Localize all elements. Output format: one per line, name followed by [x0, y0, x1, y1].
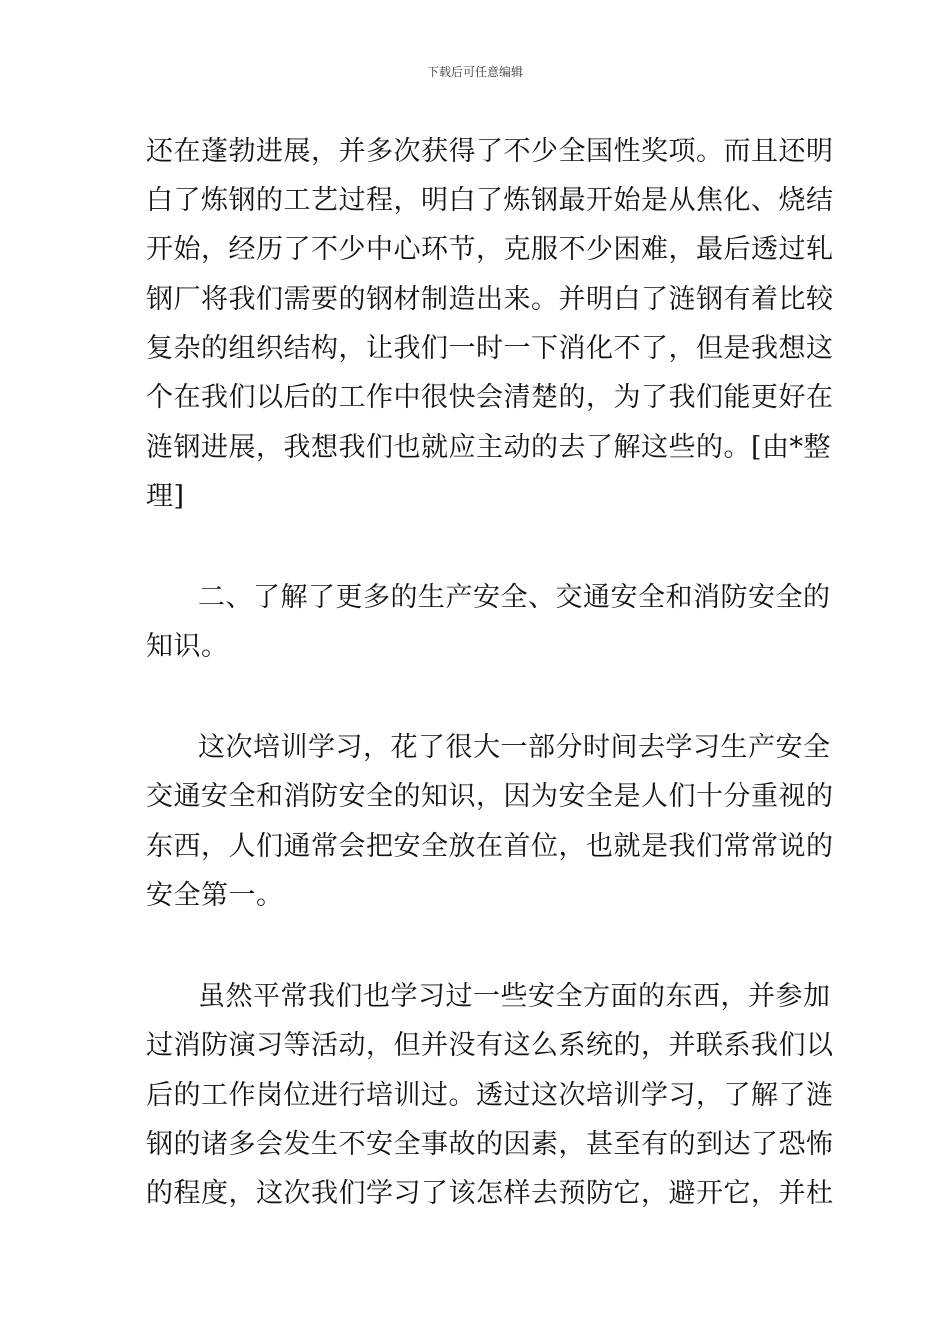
text-line: 这次培训学习，花了很大一部分时间去学习生产安全 — [198, 732, 831, 763]
text-line: 开始，经历了不少中心环节，克服不少困难，最后透过轧 — [146, 234, 834, 265]
text-line: 理] — [146, 481, 185, 512]
text-line: 安全第一。 — [146, 880, 284, 911]
text-line: 虽然平常我们也学习过一些安全方面的东西，并参加 — [198, 981, 831, 1012]
text-line: 涟钢进展，我想我们也就应主动的去了解这些的。[由*整 — [146, 432, 832, 463]
text-line: 东西，人们通常会把安全放在首位，也就是我们常常说的 — [146, 831, 834, 862]
text-line: 钢厂将我们需要的钢材制造出来。并明白了涟钢有着比较 — [146, 284, 834, 315]
text-line: 过消防演习等活动，但并没有这么系统的，并联系我们以 — [146, 1030, 834, 1061]
text-line: 个在我们以后的工作中很快会清楚的，为了我们能更好在 — [146, 382, 834, 413]
text-line: 钢的诸多会发生不安全事故的因素，甚至有的到达了恐怖 — [146, 1129, 834, 1160]
text-line: 交通安全和消防安全的知识，因为安全是人们十分重视的 — [146, 781, 834, 812]
text-line: 还在蓬勃进展，并多次获得了不少全国性奖项。而且还明 — [146, 136, 834, 167]
heading-line: 知识。 — [146, 631, 229, 662]
text-line: 后的工作岗位进行培训过。透过这次培训学习，了解了涟 — [146, 1080, 834, 1111]
page-header: 下载后可任意编辑 — [426, 65, 523, 79]
text-line: 复杂的组织结构，让我们一时一下消化不了，但是我想这 — [146, 333, 834, 364]
text-line: 的程度，这次我们学习了该怎样去预防它，避开它，并杜 — [146, 1178, 834, 1209]
heading-line: 二、了解了更多的生产安全、交通安全和消防安全的 — [198, 582, 831, 613]
text-line: 白了炼钢的工艺过程，明白了炼钢最开始是从焦化、烧结 — [146, 185, 834, 216]
